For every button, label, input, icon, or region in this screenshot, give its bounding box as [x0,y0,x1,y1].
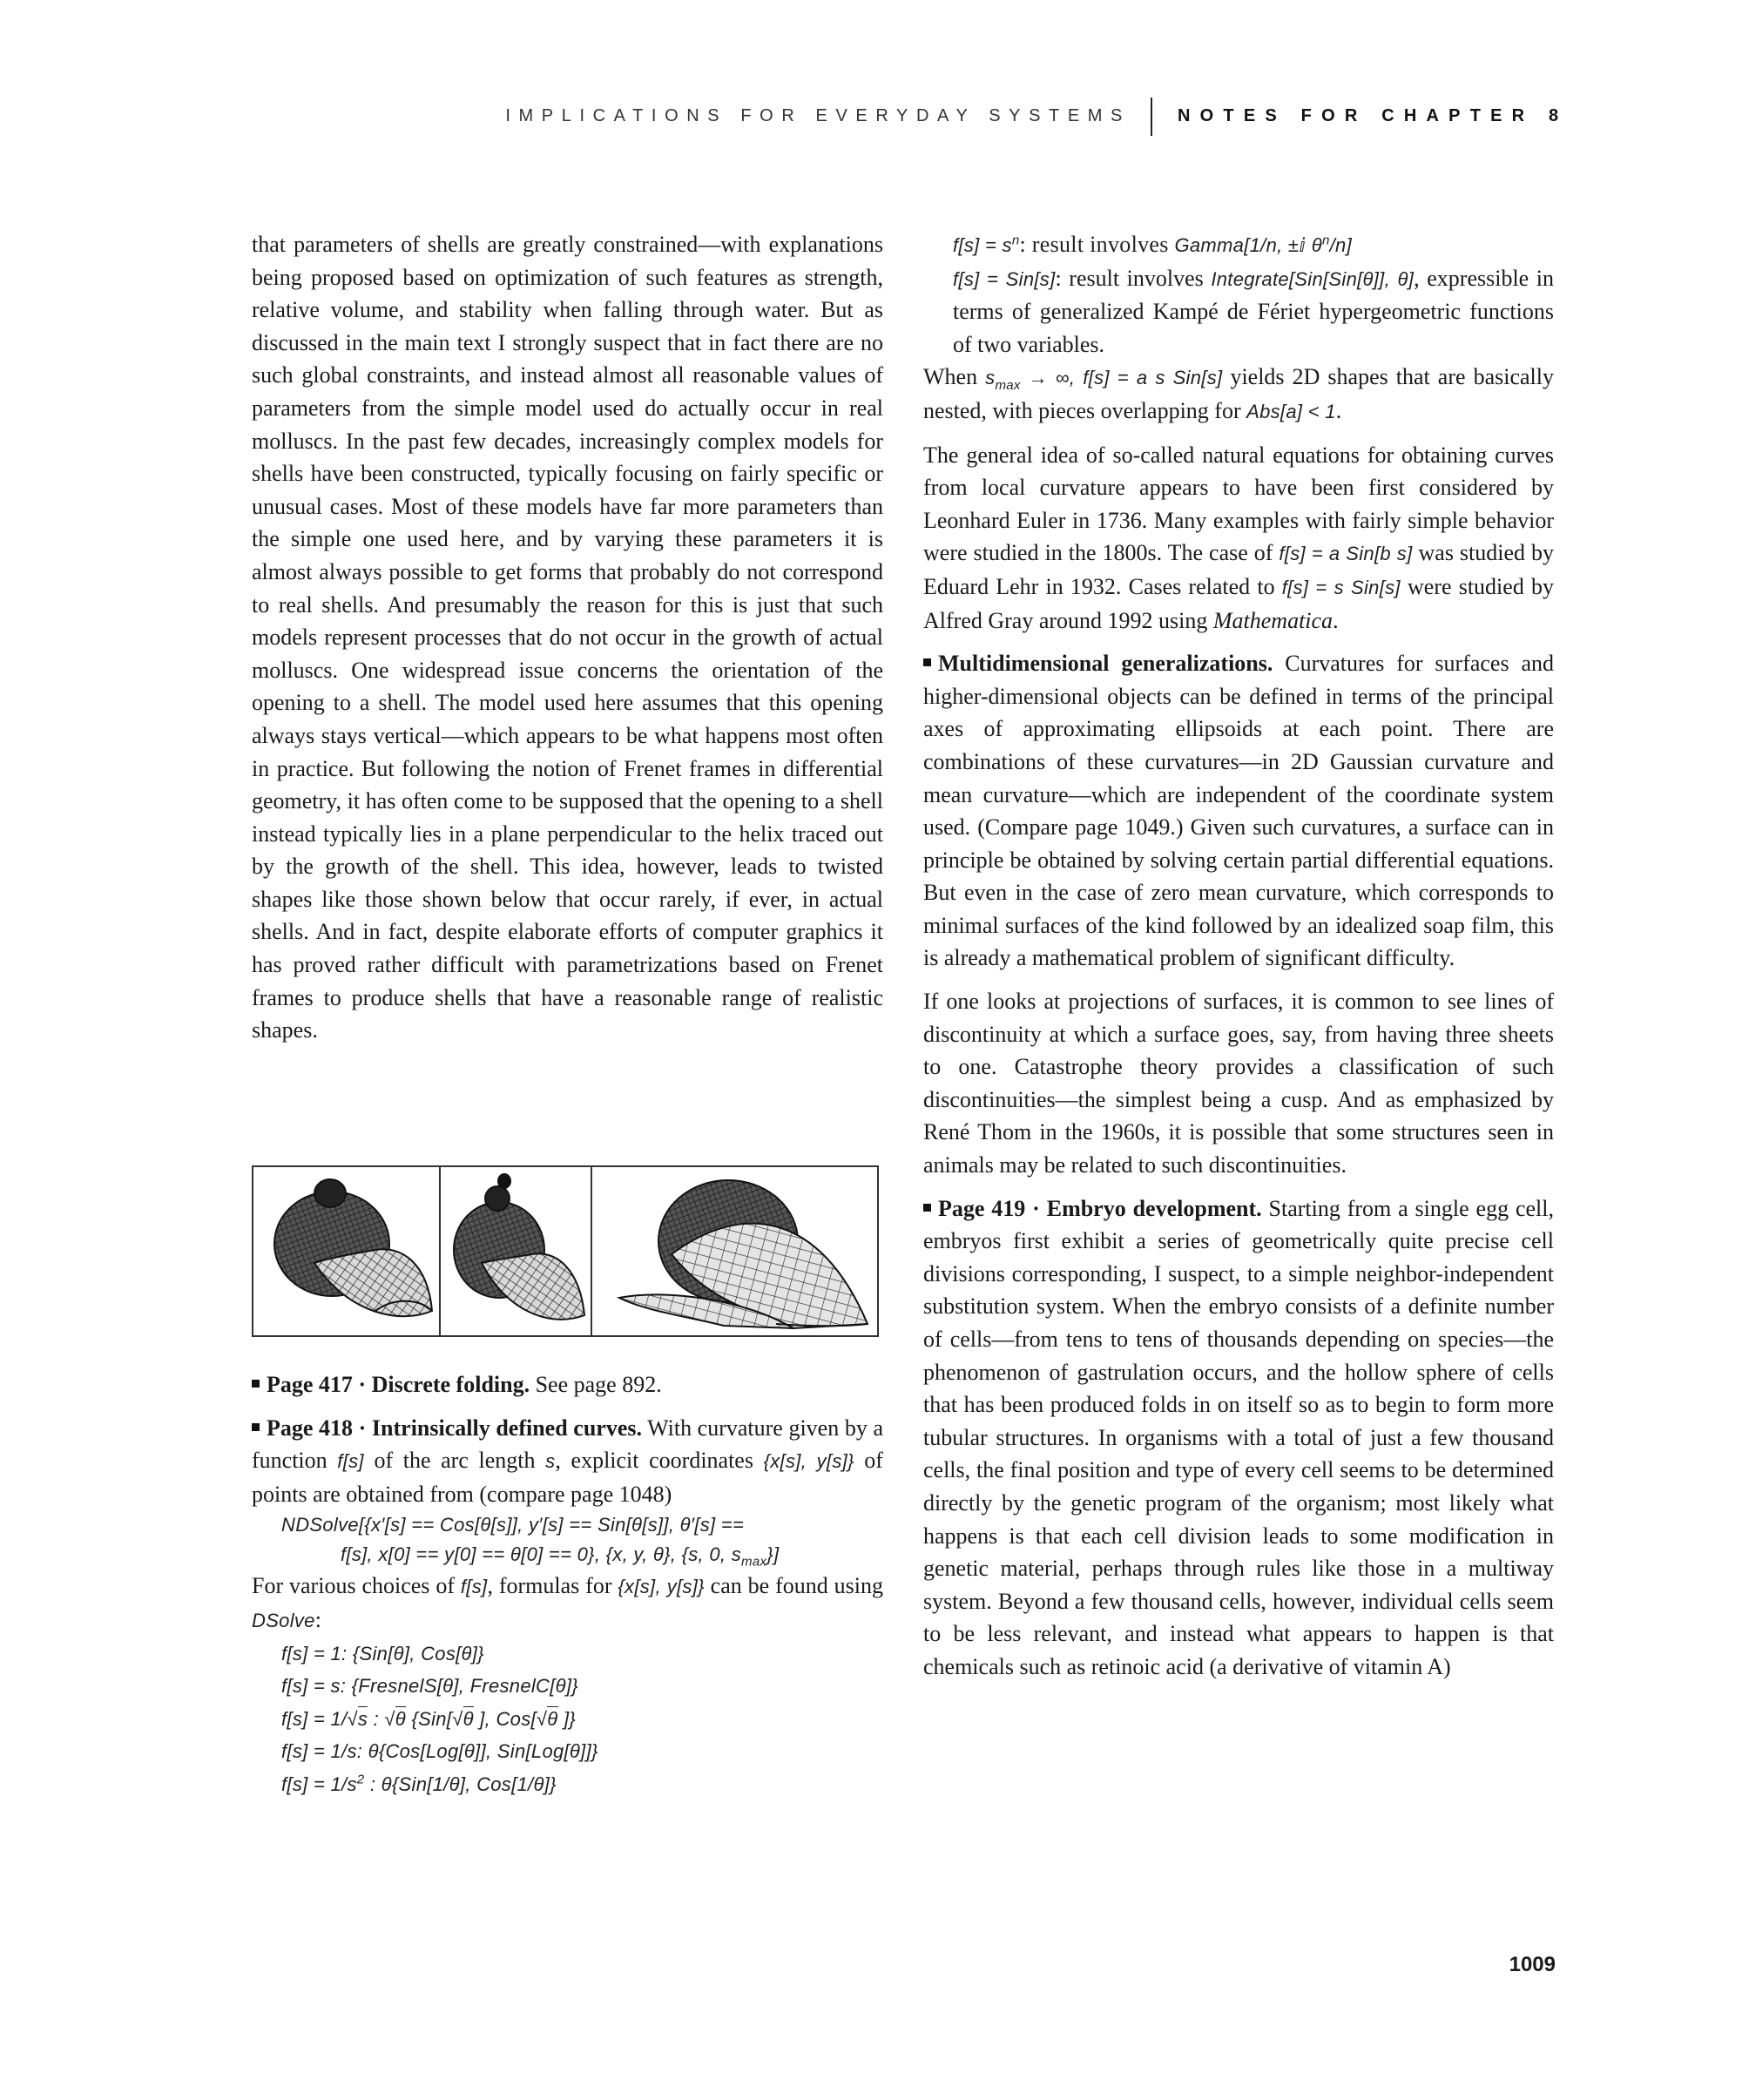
nested-shapes-paragraph: When $s_{max}$ → ∞, f[s] = a s Sin[s] yields 2D shapes that are basically nested, with pieces overlapping for Abs[a] < 1. [923,364,1554,423]
shell-2 [454,1173,584,1320]
formula-case-2: f[s] = s: {FresnelS[θ], FresnelC[θ]} [281,1675,578,1698]
bullet-marker [252,1380,260,1388]
natural-equations-paragraph: The general idea of so-called natural equations for obtaining curves from local curvature appears to have been first considered by Leonhard Euler in 1736. Many examples with fairly simple behavior were studied in the 1800s. The case of f[s] = a Sin[b s] was studied by Eduard Lehr in 1932. Cases related to f[s] = s Sin[s] were studied by Alfred Gray around 1992 using Mathematica. [923,442,1555,633]
note-heading: Page 418 · Intrinsically defined curves. [267,1415,642,1441]
formula-case-sin: f[s] = Sin[s]: result involves Integrate[Sin[Sin[θ]], θ], expressible in terms of generalized Kampé de Fériet hypergeometric functions of two variables. [953,265,1555,357]
choices-paragraph: For various choices of f[s], formulas for {x[s], y[s]} can be found using DSolve: [252,1573,883,1632]
page-number: 1009 [1509,1953,1556,1976]
right-column [923,228,1554,1684]
formula-case-4: f[s] = 1/s: θ{Cos[Log[θ]], Sin[Log[θ]]} [281,1740,598,1763]
note-multidimensional: Multidimensional generalizations. Curvatures for surfaces and higher-dimensional objects can be defined in terms of the principal axes of approximating ellipsoids at each point. There are combinations of these curvatures—in 2D Gaussian curvature and mean curvature—which are independent of the coordinate system used. (Compare page 1049.) Given such curvatures, a surface can in principle be obtained by solving certain partial differential equations. But even in the case of zero mean curvature, which corresponds to minimal surfaces of the kind followed by an idealized soap film, this is already a mathematical problem of significant difficulty. [923,651,1555,971]
ndsolve-code-line-1: NDSolve[{x′[s] == Cos[θ[s]], y′[s] == Sin[θ[s]], θ′[s] == [281,1514,745,1536]
note-page-417: Page 417 · Discrete folding. See page 892. [252,1368,883,1401]
twisted-shells-figure [252,1165,879,1337]
shell-1 [274,1179,432,1316]
note-heading: Page 419 · Embryo development. [938,1195,1262,1221]
shell-drawings [253,1167,877,1335]
shell-parameters-paragraph: that parameters of shells are greatly constrained—with explanations being proposed based on optimization of such features as strength, relative volume, and stability when falling through water. But as discussed in the main text I strongly suspect that in fact there are no such global constraints, and instead almost all reasonable values of parameters from the simple model used do actually occur in real molluscs. In the past few decades, increasingly complex models for shells have been constructed, typically focusing on fairly specific or unusual cases. Most of these models have far more parameters than the simple one used here, and by varying these parameters it is almost always possible to get forms that probably do not correspond to real shells. And presumably the reason for this is just that such models represent processes that do not occur in the growth of actual molluscs. One widespread issue concerns the orientation of the opening to a shell. The model used here assumes that this opening always stays vertical—which appears to be what happens most often in practice. But following the notion of Frenet frames in differential geometry, it has often come to be supposed that the opening to a shell instead typically lies in a plane perpendicular to the helix traced out by the growth of the shell. This idea, however, leads to twisted shapes like those shown below that occur rarely, if ever, in actual shells. And in fact, despite elaborate efforts of computer graphics it has proved rather difficult with parametrizations based on Frenet frames to produce shells that have a reasonable range of realistic shapes. [252,232,883,1043]
bullet-marker [923,658,931,666]
running-header [0,98,1742,143]
left-column-notes [252,1368,883,1801]
bullet-marker [252,1423,260,1431]
header-chapter-title: NOTES FOR CHAPTER 8 [1178,106,1569,125]
note-page-418: Page 418 · Intrinsically defined curves. With curvature given by a function f[s] of the arc length s, explicit coordinates {x[s], y[s]} of points are obtained from (compare page 1048) [252,1415,883,1507]
header-section-title: IMPLICATIONS FOR EVERYDAY SYSTEMS [505,106,1131,125]
shell-3 [619,1180,868,1328]
note-heading: Multidimensional generalizations. [938,651,1273,677]
bullet-marker [923,1204,931,1212]
left-column [252,228,883,1047]
ndsolve-code-line-2: f[s], x[0] == y[0] == θ[0] == 0}, {x, y, θ}, {s, 0, $s_{max}$}] [341,1543,780,1570]
formula-case-1: f[s] = 1: {Sin[θ], Cos[θ]} [281,1642,484,1664]
formula-case-5: $f[s] = 1/s^2$ : θ{Sin[1/θ], Cos[1/θ]} [281,1772,557,1795]
note-heading: Page 417 · Discrete folding. [267,1372,530,1397]
formula-case-sn: $f[s] = s^n$: result involves Gamma[1/n, ±ⅈ $\theta^n/n$] [953,232,1352,257]
header-divider [1151,98,1152,136]
projections-paragraph: If one looks at projections of surfaces, it is common to see lines of discontinuity at which a surface goes, say, from having three sheets to one. Catastrophe theory provides a classification of such discontinuities—the simplest being a cusp. And as emphasized by René Thom in the 1960s, it is possible that some structures seen in animals may be related to such discontinuities. [923,989,1554,1178]
note-page-419: Page 419 · Embryo development. Starting from a single egg cell, embryos first exhibit a series of geometrically quite precise cell divisions corresponding, I suspect, to a simple neighbor-independent substitution system. When the embryo consists of a definite number of cells—from tens to tens of thousands depending on species—the phenomenon of gastrulation occurs, and the hollow sphere of cells that has been produced folds in on itself so as to begin to form more tubular structures. In organisms with a total of just a few thousand cells, the final position and type of every cell seems to be determined directly by the genetic program of the organism; most likely what happens is that each cell division leads to some modification in genetic material, perhaps through rules like those in a multiway system. Beyond a few thousand cells, however, individual cells seem to be less relevant, and instead what appears to happen is that chemicals such as retinoic acid (a derivative of vitamin A) [923,1195,1554,1679]
formula-case-3: f[s] = 1/√s : √θ {Sin[√θ ], Cos[√θ ]} [281,1707,577,1730]
